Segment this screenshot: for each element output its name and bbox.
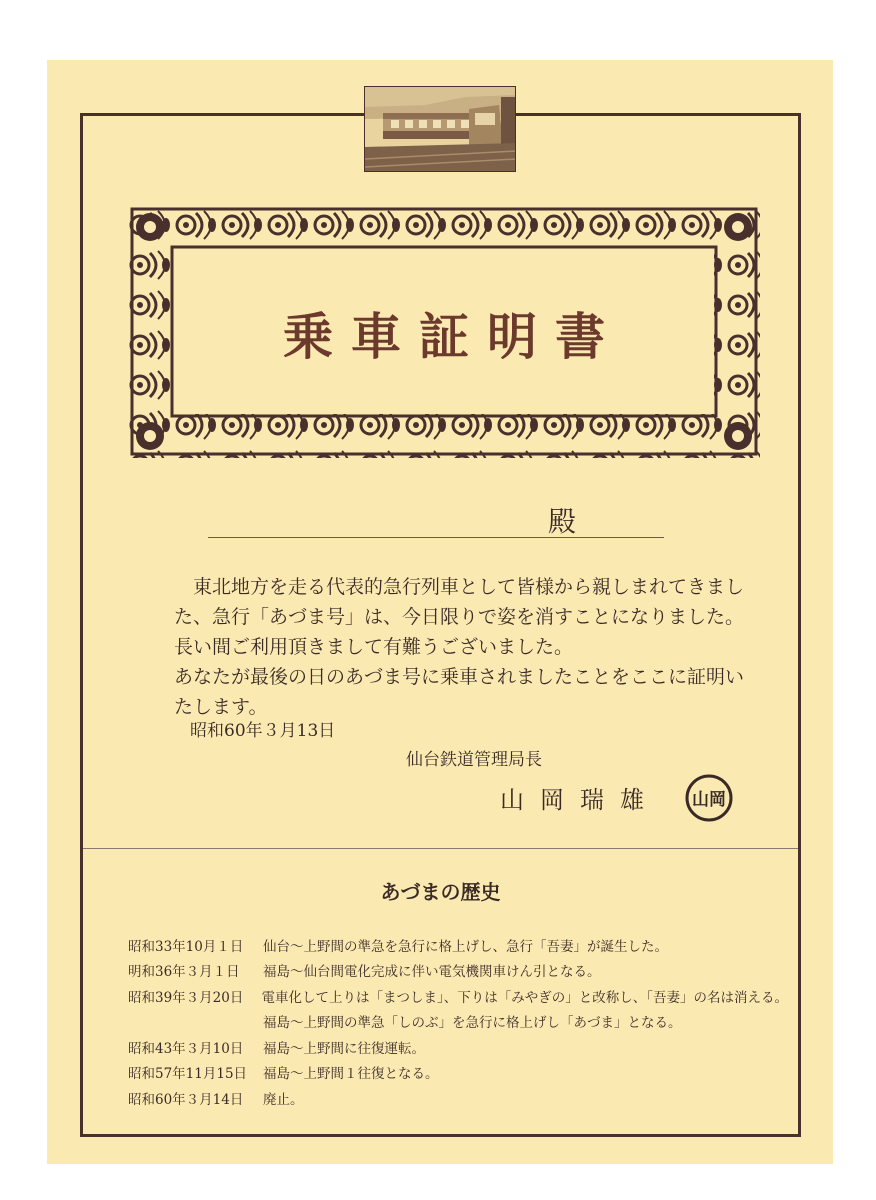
history-row [128, 932, 788, 958]
history-row [128, 1060, 788, 1086]
history-row [128, 958, 788, 984]
history-text: 廃止。 [263, 1091, 304, 1108]
certificate-title: 乗車証明書 [283, 308, 623, 366]
history-date: 昭和57年11月15日 [128, 1066, 248, 1083]
certificate-body [174, 572, 754, 722]
history-date: 昭和39年３月20日 [128, 989, 244, 1006]
history-row [128, 1009, 788, 1035]
history-text: 福島～上野間１往復となる。 [263, 1066, 439, 1083]
history-text: 仙台～上野間の準急を急行に格上げし、急行「吾妻」が誕生した。 [263, 938, 668, 955]
issuer-name: 山岡瑞雄 [500, 786, 660, 814]
train-photo-icon [364, 86, 516, 172]
addressee-suffix: 殿 [548, 505, 577, 538]
section-divider [83, 848, 798, 849]
history-row [128, 1085, 788, 1111]
history-date: 明和36年３月１日 [128, 964, 240, 981]
history-date: 昭和33年10月１日 [128, 938, 244, 955]
body-paragraph: 東北地方を走る代表的急行列車として皆様から親しまれてきました、急行「あづま号」は、今日限りで姿を消すことになりました。 [174, 576, 745, 628]
addressee-line [208, 537, 664, 538]
history-row [128, 983, 788, 1009]
history-row [128, 1034, 788, 1060]
seal-text: 山岡 [692, 790, 726, 810]
history-text: 福島～仙台間電化完成に伴い電気機関車けん引となる。 [263, 964, 601, 981]
history-text: 福島～上野間の準急「しのぶ」を急行に格上げし「あづま」となる。 [263, 1015, 682, 1032]
body-paragraph: あなたが最後の日のあづま号に乗車されましたことをここに証明いたします。 [174, 666, 745, 718]
body-paragraph: 長い間ご利用頂きまして有難うございました。 [174, 636, 574, 658]
history-list [128, 932, 788, 1111]
issue-date: 昭和60年３月13日 [190, 721, 336, 741]
history-text: 電車化して上りは「まつしま」、下りは「みやぎの」と改称し、「吾妻」の名は消える。 [261, 989, 788, 1006]
seal-stamp-icon [684, 773, 734, 823]
history-date: 昭和43年３月10日 [128, 1040, 244, 1057]
history-heading: あづまの歴史 [380, 880, 501, 904]
history-date: 昭和60年３月14日 [128, 1091, 244, 1108]
issuer-org: 仙台鉄道管理局長 [406, 750, 542, 770]
history-text: 福島～上野間に往復運転。 [263, 1040, 425, 1057]
